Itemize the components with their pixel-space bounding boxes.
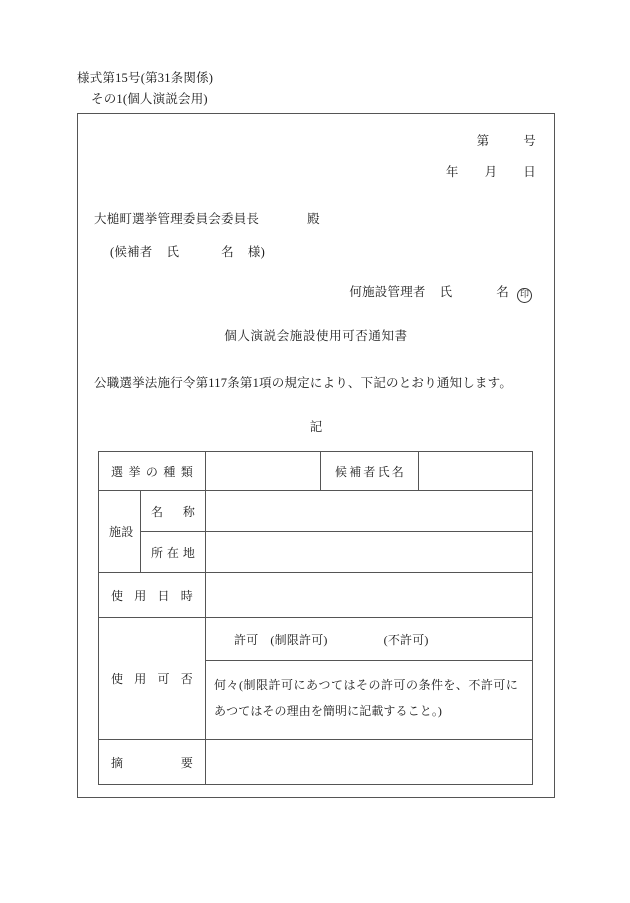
candidate-name-value-cell[interactable] bbox=[419, 452, 533, 491]
table-row bbox=[99, 740, 533, 785]
label-char: 設 bbox=[121, 525, 134, 539]
label-char: 時 bbox=[180, 588, 193, 603]
addressee-sub-line bbox=[110, 242, 265, 260]
remarks-value-cell[interactable] bbox=[206, 740, 533, 785]
facility-address-value-cell[interactable] bbox=[206, 532, 533, 573]
label-char: 所 bbox=[151, 545, 164, 560]
permit-option-allow[interactable]: 許可 bbox=[234, 632, 259, 647]
label-char: 候 bbox=[335, 464, 348, 479]
document-date-line bbox=[446, 162, 536, 180]
date-month-label: 月 bbox=[484, 165, 498, 179]
notification-table bbox=[98, 451, 533, 785]
election-type-label-cell bbox=[99, 452, 206, 491]
issuer-line bbox=[349, 282, 532, 303]
label-char: 地 bbox=[182, 545, 196, 560]
seal-icon: 印 bbox=[517, 288, 532, 303]
label-char: 称 bbox=[182, 504, 196, 519]
facility-name-value-cell[interactable] bbox=[206, 491, 533, 532]
form-number: 様式第15号(第31条関係) bbox=[77, 71, 214, 85]
addressee-sub-open: (候補者 bbox=[110, 245, 153, 259]
addressee-line bbox=[94, 209, 320, 227]
form-header bbox=[77, 68, 213, 110]
facility-label-cell bbox=[99, 491, 141, 573]
table-row bbox=[99, 491, 533, 532]
label-char: 否 bbox=[180, 672, 193, 686]
availability-note-text: 何々(制限許可にあつてはその許可の条件を、不許可にあつてはその理由を簡明に記載すること。) bbox=[214, 678, 519, 718]
label-char: 施 bbox=[109, 525, 122, 539]
date-year-label: 年 bbox=[445, 165, 459, 179]
label-char: 補 bbox=[349, 464, 362, 479]
use-datetime-value-cell[interactable] bbox=[206, 573, 533, 618]
label-char: 挙 bbox=[128, 464, 141, 479]
table-row bbox=[99, 618, 533, 661]
label-char: 選 bbox=[111, 464, 124, 479]
label-char: 氏 bbox=[377, 464, 390, 479]
addressee-sub-name-label2: 名 bbox=[221, 245, 234, 259]
label-char: 使 bbox=[111, 588, 124, 603]
document-number-prefix: 第 bbox=[476, 134, 490, 148]
addressee-honorific: 殿 bbox=[307, 212, 320, 226]
permit-option-restricted[interactable]: (制限許可) bbox=[270, 632, 328, 647]
label-char: 名 bbox=[391, 464, 404, 479]
label-char: 用 bbox=[134, 672, 147, 686]
document-title: 個人演説会施設使用可否通知書 bbox=[224, 329, 408, 343]
ki-heading: 記 bbox=[309, 420, 323, 434]
form-subtitle: その1(個人演説会用) bbox=[91, 92, 208, 106]
election-type-value-cell[interactable] bbox=[206, 452, 321, 491]
legal-statement: 公職選挙法施行令第117条第1項の規定により、下記のとおり通知します。 bbox=[94, 376, 513, 390]
document-number-line bbox=[477, 131, 536, 149]
remarks-label-cell bbox=[99, 740, 206, 785]
candidate-name-label-cell bbox=[321, 452, 419, 491]
label-char: 可 bbox=[157, 672, 170, 686]
document-number-suffix: 号 bbox=[523, 134, 536, 148]
label-char: 摘 bbox=[111, 755, 124, 770]
label-char: 者 bbox=[363, 464, 376, 479]
label-char: 用 bbox=[134, 588, 147, 603]
facility-name-label-cell bbox=[141, 491, 206, 532]
label-char: 種 bbox=[163, 464, 176, 479]
label-char: の bbox=[145, 464, 159, 479]
issuer-name-label2: 名 bbox=[496, 285, 509, 299]
label-char: 類 bbox=[180, 464, 194, 479]
label-char: 在 bbox=[166, 545, 180, 560]
use-datetime-label-cell bbox=[99, 573, 206, 618]
permit-option-deny[interactable]: (不許可) bbox=[383, 632, 429, 647]
date-day-label: 日 bbox=[523, 165, 536, 179]
table-row bbox=[99, 532, 533, 573]
table-row bbox=[99, 452, 533, 491]
label-char: 名 bbox=[151, 504, 164, 519]
label-char: 使 bbox=[111, 672, 124, 686]
issuer-name-label: 氏 bbox=[439, 285, 453, 299]
table-row bbox=[99, 573, 533, 618]
label-char: 要 bbox=[180, 755, 194, 770]
availability-label-cell bbox=[99, 618, 206, 740]
addressee-sub-close: 様) bbox=[247, 245, 265, 259]
addressee-name: 大槌町選挙管理委員会委員長 bbox=[94, 212, 260, 226]
addressee-sub-name-label: 氏 bbox=[166, 245, 180, 259]
issuer-role: 何施設管理者 bbox=[349, 285, 426, 299]
permit-options-cell[interactable] bbox=[206, 618, 533, 661]
document-sheet bbox=[77, 113, 555, 798]
label-char: 日 bbox=[157, 588, 170, 603]
facility-address-label-cell bbox=[141, 532, 206, 573]
availability-note-cell[interactable] bbox=[206, 661, 533, 740]
